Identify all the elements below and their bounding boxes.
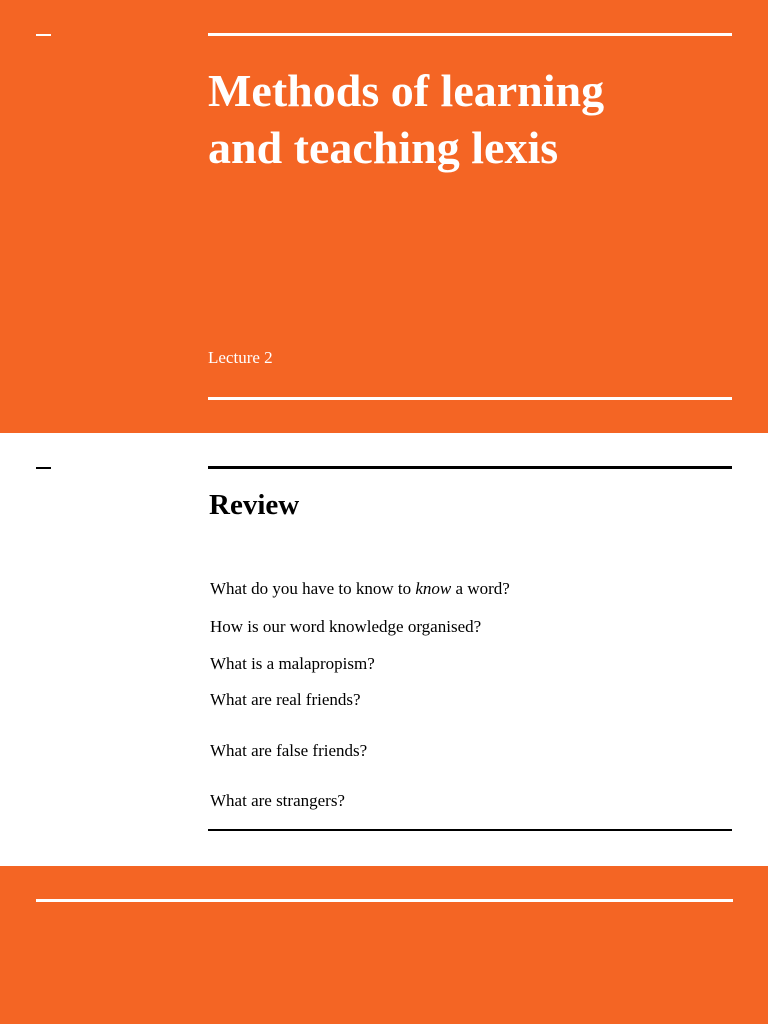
question-emphasis: know [415, 579, 452, 598]
review-question-5: What are false friends? [210, 741, 368, 760]
title-slide [0, 0, 768, 433]
presentation-title [208, 62, 728, 176]
question-text-before: What do you have to know to [210, 579, 416, 598]
question-text-after: a word? [451, 579, 510, 598]
lecture-subtitle: Lecture 2 [208, 348, 273, 367]
slide-marker-dash [36, 34, 51, 36]
review-question-1 [210, 578, 510, 600]
title-line-2: and teaching lexis [208, 122, 559, 173]
review-question-2: How is our word knowledge organised? [210, 617, 482, 636]
top-rule [208, 33, 732, 36]
next-slide [0, 866, 768, 1024]
slide-marker-dash [36, 467, 51, 469]
bottom-rule [208, 829, 732, 831]
review-heading: Review [209, 489, 300, 521]
review-question-6: What are strangers? [210, 791, 345, 810]
title-line-1: Methods of learning [208, 65, 605, 116]
next-slide-top-rule [36, 899, 733, 902]
top-rule [208, 466, 732, 469]
bottom-rule [208, 397, 732, 400]
review-question-4: What are real friends? [210, 690, 361, 709]
review-question-3: What is a malapropism? [210, 654, 375, 673]
review-slide [0, 433, 768, 866]
